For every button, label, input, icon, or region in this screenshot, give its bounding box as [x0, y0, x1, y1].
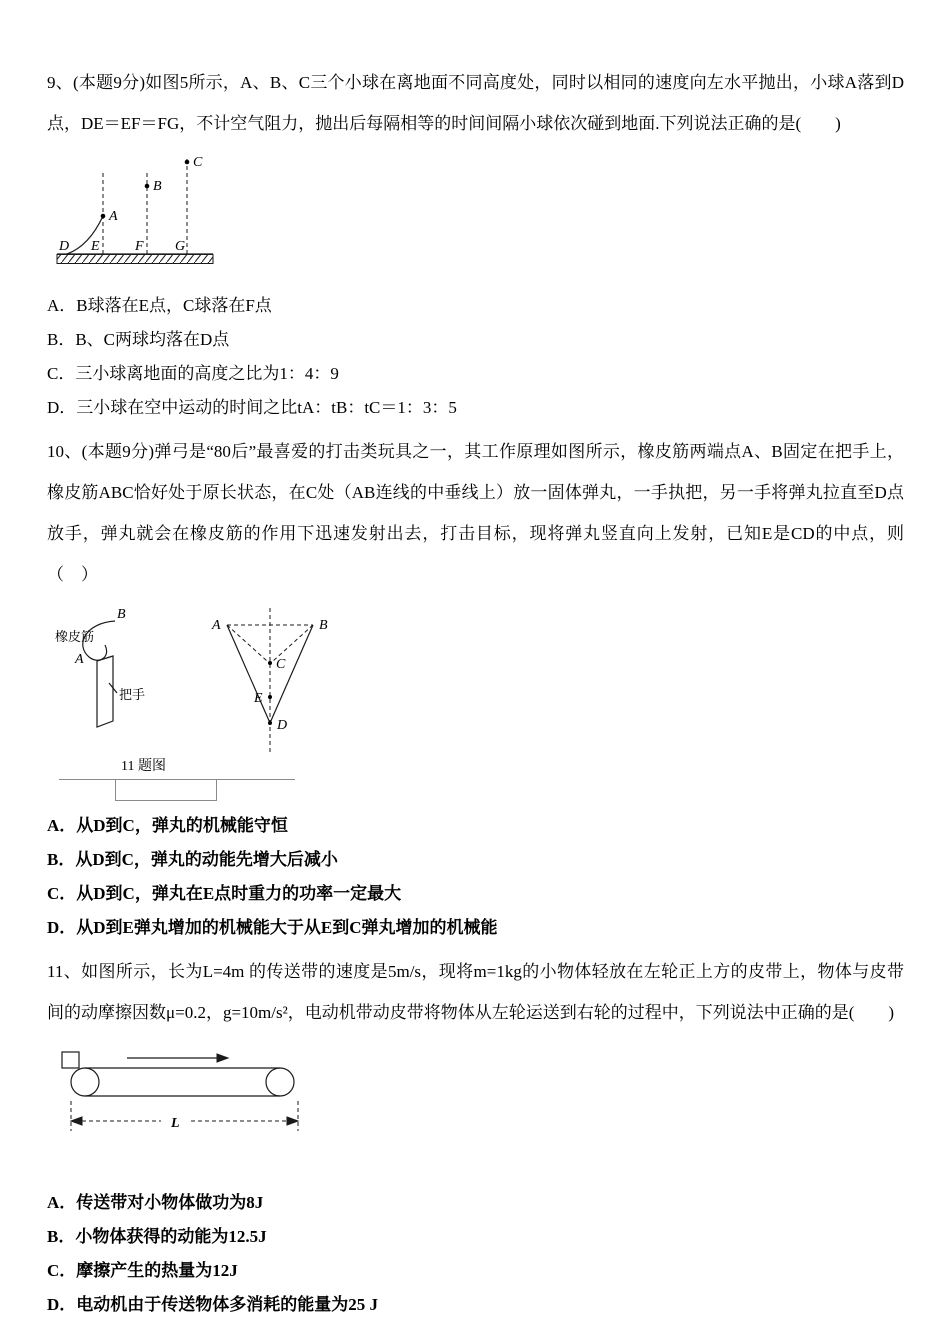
band-a-d [227, 625, 270, 723]
length-measure [71, 1101, 298, 1131]
option-item: C．从D到C，弹丸在E点时重力的功率一定最大 [47, 884, 402, 903]
right-d-label: D [277, 718, 288, 733]
ground-e-label: E [91, 239, 100, 254]
left-b-label: B [117, 607, 126, 622]
projectile-diagram [55, 154, 904, 281]
ground-hatching [57, 255, 213, 264]
option-item: B．小物体获得的动能为12.5J [47, 1227, 267, 1246]
question-9-options [47, 289, 904, 425]
slingshot-diagram [55, 605, 904, 801]
spacer [47, 1150, 904, 1184]
conveyor-diagram-svg [55, 1043, 315, 1137]
right-c-label: C [276, 657, 286, 672]
right-a-label: A [212, 618, 221, 633]
length-label: L [171, 1116, 180, 1131]
band-b-d [270, 625, 313, 723]
option-item: A．传送带对小物体做功为8J [47, 1193, 264, 1212]
ground-g-label: G [175, 239, 186, 254]
question-11-stem: 11、如图所示，长为L=4m 的传送带的速度是5m/s，现将m=1kg的小物体轻放在左轮正上方的皮带上，物体与皮带间的动摩擦因数μ=0.2，g=10m/s²，电动机带动皮带将物体从左轮运送到右轮的过程中，下列说法中正确的是( ) [47, 962, 904, 1022]
band-a-c-dashed [227, 625, 267, 661]
slingshot-handle-svg [55, 605, 173, 745]
left-a-label: A [75, 652, 84, 667]
question-10 [47, 431, 904, 945]
left-pulley [71, 1068, 99, 1096]
handle-shape [97, 656, 113, 727]
question-9 [47, 62, 904, 425]
conveyor-diagram [55, 1043, 904, 1142]
band-b-c-dashed [273, 625, 313, 661]
option-item: C．三小球离地面的高度之比为1：4：9 [47, 364, 339, 383]
right-e-label: E [254, 691, 263, 706]
option-item: B．B、C两球均落在D点 [47, 330, 230, 349]
question-10-stem: 10、(本题9分)弹弓是“80后”最喜爱的打击类玩具之一，其工作原理如图所示，橡皮筋两端点A、B固定在把手上，橡皮筋ABC恰好处于原长状态，在C处（AB连线的中垂线上）放一固体弹丸，一手执把，另一手将弹丸拉直至D点放手，弹丸就会在橡皮筋的作用下迅速发射出去，打击目标，现将弹丸竖直向上发射，已知E是CD的中点，则（ ） [47, 442, 904, 584]
figure-caption-block [59, 757, 295, 801]
figure-notch-box [115, 780, 217, 801]
belt-direction-arrow [127, 1054, 228, 1062]
option-item: D．从D到E弹丸增加的机械能大于从E到C弹丸增加的机械能 [47, 918, 498, 937]
rubber-band-label: 橡皮筋 [55, 629, 95, 644]
option-item: A．B球落在E点，C球落在F点 [47, 296, 272, 315]
option-item: C．摩擦产生的热量为12J [47, 1261, 238, 1280]
ground-d-label: D [59, 239, 70, 254]
slingshot-geometry-svg [209, 605, 349, 757]
right-pulley [266, 1068, 294, 1096]
block-object [62, 1052, 79, 1068]
point-c-label: C [193, 155, 203, 170]
question-9-stem: 9、(本题9分)如图5所示，A、B、C三个小球在离地面不同高度处，同时以相同的速度向左水平抛出，小球A落到D点，DE＝EF＝FG，不计空气阻力，抛出后每隔相等的时间间隔小球依次碰到地面.下列说法正确的是( ) [47, 73, 904, 133]
handle-label: 把手 [119, 687, 146, 702]
projectile-diagram-svg [55, 154, 255, 276]
question-11 [47, 951, 904, 1322]
point-a-label: A [109, 209, 118, 224]
option-item: B．从D到C，弹丸的动能先增大后减小 [47, 850, 338, 869]
option-item: D．三小球在空中运动的时间之比tA：tB：tC＝1：3：5 [47, 398, 457, 417]
point-b-label: B [153, 179, 162, 194]
option-item: D．电动机由于传送物体多消耗的能量为25 J [47, 1295, 379, 1314]
option-item: A．从D到C，弹丸的机械能守恒 [47, 816, 288, 835]
question-11-options [47, 1186, 904, 1322]
ground-f-label: F [135, 239, 144, 254]
figure-caption: 11 题图 [121, 759, 166, 774]
right-b-label: B [319, 618, 328, 633]
question-10-options [47, 809, 904, 945]
